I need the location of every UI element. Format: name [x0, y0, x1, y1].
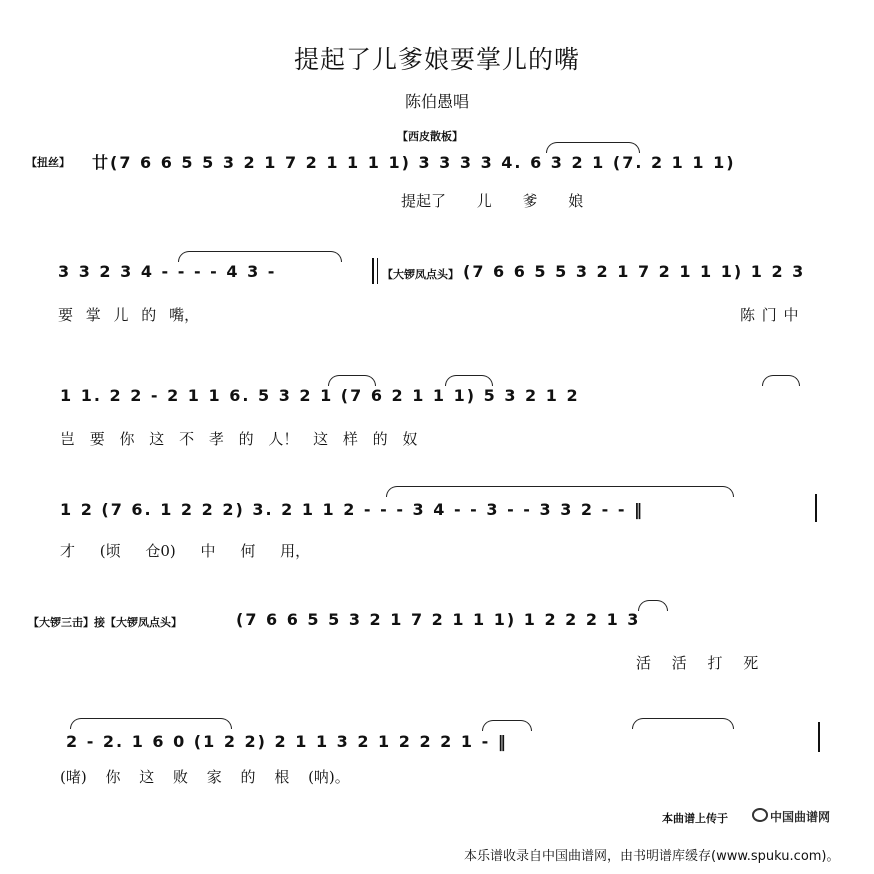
lyric-line: 岂 要 你 这 不 孝 的 人！ 这 样 的 奴 [60, 430, 418, 448]
slur-mark [328, 375, 376, 386]
site-brand [752, 808, 830, 825]
double-barline [815, 494, 817, 522]
mode-tag: 【西皮散板】 [397, 130, 463, 143]
slur-mark [386, 486, 734, 497]
line-prefix: 【扭丝】 [26, 156, 70, 169]
brand-name: 中国曲谱网 [770, 810, 831, 824]
source-note: 本乐谱收录自中国曲谱网，由书明谱库缓存(www.spuku.com)。 [464, 849, 840, 864]
slur-mark [638, 600, 668, 611]
notation-line: 廿(7 6 6 5 5 3 2 1 7 2 1 1 1 1) 3 3 3 3 4. 6 3 2 1 (7. 2 1 1 1) [92, 153, 736, 172]
notation-line: 2 - 2. 1 6 0 (1 2 2) 2 1 1 3 2 1 2 2 2 1 - ‖ [66, 732, 508, 751]
double-barline [372, 258, 374, 284]
slur-mark [70, 718, 232, 729]
double-barline-thin [377, 258, 378, 284]
lyric-line: 才 (顷 仓0) 中 何 用， [60, 542, 311, 560]
slur-mark [482, 720, 532, 731]
page-title: 提起了儿爹娘要掌儿的嘴 [293, 45, 580, 74]
lyric-line: 陈 门 中 [740, 306, 799, 324]
slur-mark [546, 142, 640, 153]
brand-logo-icon [752, 808, 768, 822]
line-prefix: 【大锣凤点头】 [382, 268, 459, 281]
upload-note: 本曲谱上传于 [662, 812, 728, 825]
lyric-line: 要 掌 儿 的 嘴， [58, 306, 200, 324]
double-barline [818, 722, 820, 752]
slur-mark [762, 375, 800, 386]
slur-mark [445, 375, 493, 386]
notation-line: 3 3 2 3 4 - - - - 4 3 - [58, 262, 277, 281]
singer-credit: 陈伯愚唱 [404, 92, 469, 111]
line-prefix: 【大锣三击】接【大锣凤点头】 [28, 616, 182, 629]
lyric-line: 活 活 打 死 [636, 654, 759, 672]
notation-line: (7 6 6 5 5 3 2 1 7 2 1 1 1) 1 2 2 2 1 3 [236, 610, 641, 629]
slur-mark [632, 718, 734, 729]
slur-mark [178, 251, 342, 262]
lyric-line: 提起了 儿 爹 娘 [401, 192, 584, 210]
notation-line: (7 6 6 5 5 3 2 1 7 2 1 1 1) 1 2 3 [463, 262, 806, 281]
notation-line: 1 1. 2 2 - 2 1 1 6. 5 3 2 1 (7 6 2 1 1 1) 5 3 2 1 2 [60, 386, 580, 405]
notation-line: 1 2 (7 6. 1 2 2 2) 3. 2 1 1 2 - - - 3 4 - - 3 - - 3 3 2 - - ‖ [60, 500, 645, 519]
lyric-line: (啫) 你 这 败 家 的 根 (呐)。 [60, 768, 350, 786]
